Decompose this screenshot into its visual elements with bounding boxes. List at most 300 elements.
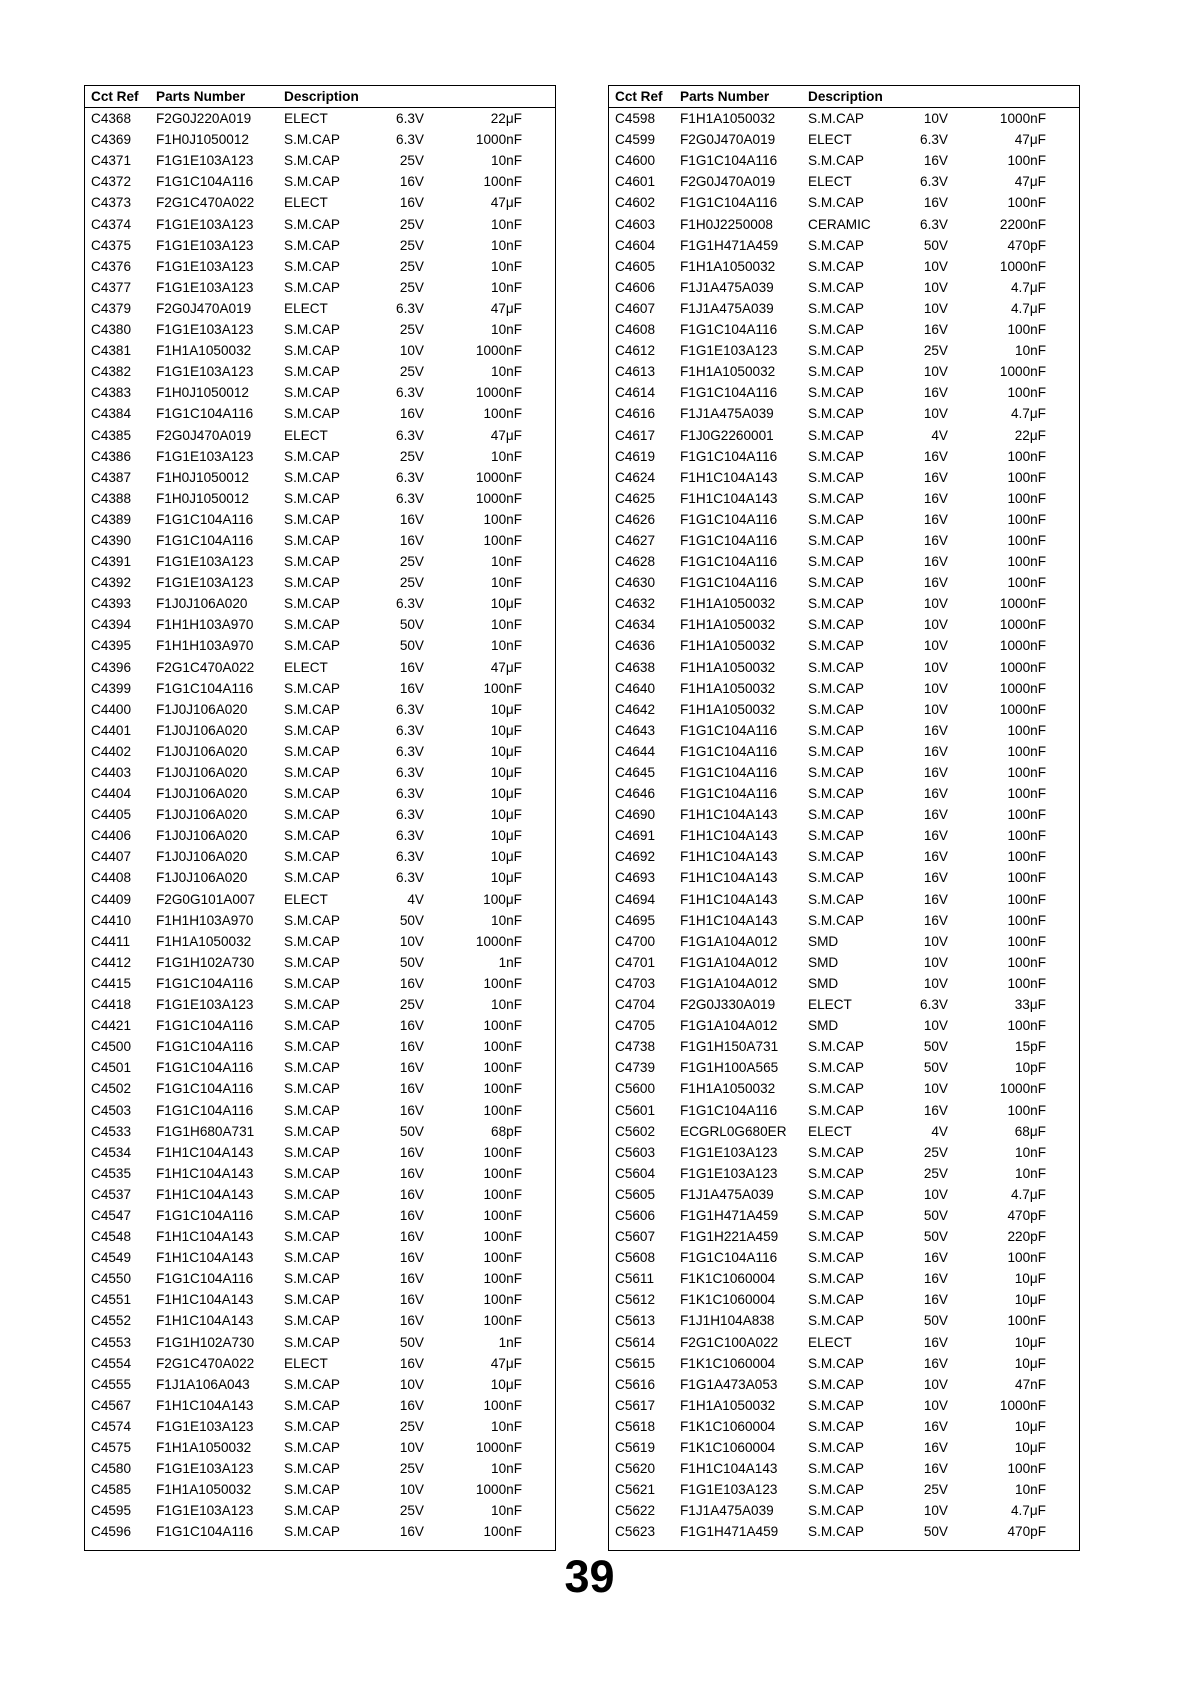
cell-voltage: 6.3V xyxy=(396,722,424,738)
cell-cct-ref: C4701 xyxy=(615,954,656,970)
table-row xyxy=(85,994,555,1015)
table-row xyxy=(609,1353,1079,1374)
cell-description: S.M.CAP xyxy=(284,343,340,359)
table-row xyxy=(609,256,1079,277)
cell-parts-number: F1H1H103A970 xyxy=(156,638,254,654)
cell-description: S.M.CAP xyxy=(808,532,864,548)
cell-parts-number: F1G1C104A116 xyxy=(156,680,254,696)
cell-cct-ref: C5603 xyxy=(615,1144,656,1160)
cell-description: S.M.CAP xyxy=(808,385,864,401)
cell-parts-number: F1H1A1050032 xyxy=(680,596,776,612)
cell-voltage: 6.3V xyxy=(396,111,424,127)
cell-value: 1000nF xyxy=(999,111,1046,127)
cell-cct-ref: C4632 xyxy=(615,596,656,612)
table-row xyxy=(85,1205,555,1226)
cell-voltage: 16V xyxy=(923,786,948,802)
cell-voltage: 16V xyxy=(923,322,948,338)
cell-description: S.M.CAP xyxy=(808,1207,864,1223)
cell-description: S.M.CAP xyxy=(284,1081,340,1097)
cell-description: S.M.CAP xyxy=(284,807,340,823)
cell-voltage: 16V xyxy=(399,1313,424,1329)
cell-value: 100nF xyxy=(483,1397,522,1413)
cell-parts-number: F1H1A1050032 xyxy=(680,680,776,696)
table-row xyxy=(85,551,555,572)
cell-description: S.M.CAP xyxy=(808,701,864,717)
cell-cct-ref: C4605 xyxy=(615,258,656,274)
cell-parts-number: F1H1C104A143 xyxy=(680,891,778,907)
cell-voltage: 16V xyxy=(923,1355,948,1371)
table-row xyxy=(85,446,555,467)
cell-cct-ref: C4392 xyxy=(91,575,132,591)
cell-voltage: 16V xyxy=(923,912,948,928)
cell-value: 100nF xyxy=(1007,322,1046,338)
cell-parts-number: F1G1H680A731 xyxy=(156,1123,255,1139)
cell-parts-number: F1G1C104A116 xyxy=(156,1039,254,1055)
cell-value: 100nF xyxy=(1007,849,1046,865)
table-row xyxy=(85,931,555,952)
cell-parts-number: F2G1C100A022 xyxy=(680,1334,779,1350)
cell-parts-number: F1G1C104A116 xyxy=(680,1250,778,1266)
cell-description: S.M.CAP xyxy=(284,617,340,633)
table-row xyxy=(85,1268,555,1289)
cell-cct-ref: C4613 xyxy=(615,364,656,380)
cell-cct-ref: C5614 xyxy=(615,1334,656,1350)
cell-value: 10nF xyxy=(491,448,522,464)
cell-cct-ref: C4694 xyxy=(615,891,656,907)
table-row xyxy=(609,1289,1079,1310)
cell-voltage: 10V xyxy=(923,364,948,380)
cell-value: 47μF xyxy=(1014,174,1046,190)
cell-cct-ref: C4608 xyxy=(615,322,656,338)
cell-voltage: 16V xyxy=(923,195,948,211)
table-row xyxy=(609,108,1079,129)
cell-parts-number: F1J0J106A020 xyxy=(156,722,248,738)
cell-value: 10nF xyxy=(1015,1165,1046,1181)
cell-value: 100nF xyxy=(1007,870,1046,886)
cell-description: ELECT xyxy=(284,659,328,675)
cell-description: S.M.CAP xyxy=(284,870,340,886)
cell-value: 1nF xyxy=(498,954,522,970)
cell-voltage: 50V xyxy=(399,638,424,654)
cell-description: SMD xyxy=(808,975,839,991)
table-row xyxy=(609,762,1079,783)
table-row xyxy=(609,150,1079,171)
cell-value: 10μF xyxy=(1014,1334,1046,1350)
table-row xyxy=(85,340,555,361)
cell-description: ELECT xyxy=(808,132,852,148)
cell-voltage: 16V xyxy=(399,1060,424,1076)
cell-voltage: 25V xyxy=(399,216,424,232)
cell-value: 100nF xyxy=(1007,722,1046,738)
cell-description: S.M.CAP xyxy=(284,975,340,991)
cell-parts-number: F1G1A104A012 xyxy=(680,933,778,949)
table-row xyxy=(85,867,555,888)
cell-value: 10nF xyxy=(491,216,522,232)
table-row xyxy=(609,171,1079,192)
cell-cct-ref: C4645 xyxy=(615,765,656,780)
table-row xyxy=(609,1163,1079,1184)
cell-cct-ref: C4738 xyxy=(615,1039,656,1055)
cell-parts-number: F1G1E103A123 xyxy=(156,1418,254,1434)
cell-value: 22μF xyxy=(1014,427,1046,443)
cell-voltage: 16V xyxy=(923,385,948,401)
cell-description: S.M.CAP xyxy=(808,406,864,422)
cell-cct-ref: C4407 xyxy=(91,849,132,865)
cell-parts-number: F1J0J106A020 xyxy=(156,743,248,759)
table-row xyxy=(609,509,1079,530)
cell-voltage: 16V xyxy=(399,174,424,190)
cell-cct-ref: C5616 xyxy=(615,1376,656,1392)
cell-description: SMD xyxy=(808,954,839,970)
cell-value: 100nF xyxy=(483,1060,522,1076)
cell-voltage: 16V xyxy=(923,1440,948,1455)
cell-cct-ref: C4705 xyxy=(615,1018,656,1034)
cell-parts-number: F1H1A1050032 xyxy=(156,933,252,949)
cell-voltage: 16V xyxy=(399,1102,424,1118)
cell-cct-ref: C4411 xyxy=(91,933,131,949)
cell-parts-number: F2G1C470A022 xyxy=(156,659,255,675)
table-row xyxy=(609,403,1079,424)
cell-value: 10μF xyxy=(490,596,522,612)
cell-cct-ref: C4399 xyxy=(91,680,132,696)
cell-value: 1000nF xyxy=(475,1482,522,1498)
cell-voltage: 50V xyxy=(399,1334,424,1350)
table-row xyxy=(85,614,555,635)
cell-voltage: 16V xyxy=(923,722,948,738)
cell-voltage: 16V xyxy=(923,1271,948,1287)
cell-parts-number: F2G0J330A019 xyxy=(680,997,776,1013)
table-row xyxy=(609,1036,1079,1057)
cell-description: S.M.CAP xyxy=(284,469,340,485)
cell-description: S.M.CAP xyxy=(808,1376,864,1392)
cell-voltage: 50V xyxy=(399,1123,424,1139)
cell-voltage: 16V xyxy=(923,849,948,865)
cell-value: 2200nF xyxy=(999,216,1046,232)
cell-description: ELECT xyxy=(284,300,328,316)
cell-cct-ref: C4617 xyxy=(615,427,656,443)
cell-value: 1000nF xyxy=(999,1081,1046,1097)
cell-description: S.M.CAP xyxy=(808,1144,864,1160)
cell-parts-number: F1G1E103A123 xyxy=(156,1461,254,1477)
cell-value: 47μF xyxy=(490,659,522,675)
cell-parts-number: F1G1E103A123 xyxy=(156,1503,254,1519)
table-row xyxy=(85,150,555,171)
cell-value: 4.7μF xyxy=(1010,406,1046,422)
cell-voltage: 6.3V xyxy=(396,849,424,865)
cell-parts-number: F1G1C104A116 xyxy=(680,195,778,211)
cell-voltage: 25V xyxy=(399,237,424,253)
table-row xyxy=(609,720,1079,741)
cell-description: S.M.CAP xyxy=(284,385,340,401)
cell-cct-ref: C4368 xyxy=(91,111,132,127)
cell-cct-ref: C4599 xyxy=(615,132,656,148)
cell-cct-ref: C4421 xyxy=(91,1018,132,1034)
cell-parts-number: F1H1C104A143 xyxy=(680,469,778,485)
cell-cct-ref: C4606 xyxy=(615,279,656,295)
cell-value: 100nF xyxy=(1007,1018,1046,1034)
table-row xyxy=(85,425,555,446)
table-row xyxy=(85,403,555,424)
cell-value: 68pF xyxy=(491,1123,522,1139)
cell-cct-ref: C4387 xyxy=(91,469,132,485)
table-row xyxy=(609,319,1079,340)
cell-description: S.M.CAP xyxy=(808,765,864,780)
cell-description: S.M.CAP xyxy=(808,596,864,612)
cell-description: ELECT xyxy=(284,1355,328,1371)
header-cct-ref: Cct Ref xyxy=(91,89,139,104)
cell-description: ELECT xyxy=(284,195,328,211)
cell-voltage: 10V xyxy=(923,954,948,970)
cell-parts-number: F1J0J106A020 xyxy=(156,828,248,844)
table-row xyxy=(609,530,1079,551)
cell-parts-number: F1H1C104A143 xyxy=(680,849,778,865)
table-row xyxy=(85,1521,555,1542)
cell-description: S.M.CAP xyxy=(284,1039,340,1055)
cell-value: 100nF xyxy=(1007,954,1046,970)
cell-parts-number: F1J1A475A039 xyxy=(680,1503,774,1519)
cell-cct-ref: C4634 xyxy=(615,617,656,633)
cell-cct-ref: C4550 xyxy=(91,1271,132,1287)
table-row xyxy=(609,1500,1079,1521)
table-row xyxy=(609,572,1079,593)
cell-description: S.M.CAP xyxy=(808,1313,864,1329)
table-row xyxy=(609,1395,1079,1416)
cell-value: 10nF xyxy=(491,638,522,654)
cell-value: 10nF xyxy=(491,1503,522,1519)
cell-value: 10pF xyxy=(1015,1060,1046,1076)
cell-description: S.M.CAP xyxy=(808,195,864,211)
cell-cct-ref: C4401 xyxy=(91,722,132,738)
cell-cct-ref: C5600 xyxy=(615,1081,656,1097)
cell-parts-number: F1K1C1060004 xyxy=(680,1440,776,1455)
cell-parts-number: F1H1A1050032 xyxy=(680,1397,776,1413)
cell-value: 10nF xyxy=(491,279,522,295)
cell-value: 1000nF xyxy=(999,258,1046,274)
cell-cct-ref: C4408 xyxy=(91,870,132,886)
cell-description: S.M.CAP xyxy=(284,532,340,548)
cell-voltage: 25V xyxy=(399,1418,424,1434)
cell-description: S.M.CAP xyxy=(284,364,340,380)
cell-cct-ref: C4552 xyxy=(91,1313,132,1329)
cell-description: ELECT xyxy=(808,997,852,1013)
table-row xyxy=(85,382,555,403)
cell-parts-number: F1G1A104A012 xyxy=(680,975,778,991)
cell-value: 1000nF xyxy=(475,490,522,506)
cell-value: 10nF xyxy=(1015,1144,1046,1160)
cell-description: S.M.CAP xyxy=(808,680,864,696)
cell-value: 10nF xyxy=(1015,343,1046,359)
cell-description: S.M.CAP xyxy=(808,849,864,865)
cell-voltage: 16V xyxy=(923,469,948,485)
cell-cct-ref: C4601 xyxy=(615,174,656,190)
cell-value: 100nF xyxy=(1007,765,1046,780)
cell-voltage: 50V xyxy=(399,954,424,970)
cell-voltage: 50V xyxy=(923,1524,948,1540)
cell-cct-ref: C5621 xyxy=(615,1482,656,1498)
table-row xyxy=(609,1310,1079,1331)
cell-description: S.M.CAP xyxy=(284,743,340,759)
cell-value: 10μF xyxy=(490,870,522,886)
cell-parts-number: F1G1E103A123 xyxy=(156,364,254,380)
cell-parts-number: F1H1C104A143 xyxy=(156,1229,254,1245)
cell-cct-ref: C4703 xyxy=(615,975,656,991)
cell-cct-ref: C4691 xyxy=(615,828,656,844)
table-row xyxy=(85,635,555,656)
cell-voltage: 10V xyxy=(923,701,948,717)
table-row xyxy=(85,1353,555,1374)
cell-cct-ref: C4600 xyxy=(615,153,656,169)
cell-value: 100nF xyxy=(1007,786,1046,802)
cell-value: 100nF xyxy=(1007,1250,1046,1266)
cell-voltage: 6.3V xyxy=(396,828,424,844)
cell-description: S.M.CAP xyxy=(284,153,340,169)
parts-table-left xyxy=(84,85,556,1551)
cell-parts-number: F1H1A1050032 xyxy=(680,659,776,675)
cell-description: S.M.CAP xyxy=(284,448,340,464)
cell-voltage: 6.3V xyxy=(920,997,948,1013)
cell-cct-ref: C4596 xyxy=(91,1524,132,1540)
table-row xyxy=(85,804,555,825)
cell-cct-ref: C4619 xyxy=(615,448,656,464)
table-row xyxy=(85,1015,555,1036)
cell-cct-ref: C4535 xyxy=(91,1165,132,1181)
cell-voltage: 10V xyxy=(923,659,948,675)
cell-description: S.M.CAP xyxy=(808,1039,864,1055)
table-row xyxy=(85,361,555,382)
cell-cct-ref: C5620 xyxy=(615,1461,656,1477)
cell-value: 10nF xyxy=(1015,1482,1046,1498)
cell-cct-ref: C4404 xyxy=(91,786,132,802)
cell-value: 10μF xyxy=(490,786,522,802)
table-row xyxy=(609,804,1079,825)
table-row xyxy=(85,171,555,192)
cell-value: 100nF xyxy=(1007,828,1046,844)
cell-description: S.M.CAP xyxy=(284,1250,340,1266)
cell-description: S.M.CAP xyxy=(284,279,340,295)
cell-description: S.M.CAP xyxy=(808,1250,864,1266)
table-row xyxy=(85,889,555,910)
cell-value: 10μF xyxy=(1014,1292,1046,1308)
cell-cct-ref: C4394 xyxy=(91,617,132,633)
cell-voltage: 16V xyxy=(399,1039,424,1055)
cell-cct-ref: C4553 xyxy=(91,1334,132,1350)
cell-voltage: 10V xyxy=(399,933,424,949)
table-row xyxy=(609,1142,1079,1163)
table-row xyxy=(609,1184,1079,1205)
table-row xyxy=(609,214,1079,235)
table-row xyxy=(609,614,1079,635)
cell-cct-ref: C4383 xyxy=(91,385,132,401)
cell-value: 100nF xyxy=(1007,1461,1046,1477)
cell-description: S.M.CAP xyxy=(808,1229,864,1245)
table-row xyxy=(85,910,555,931)
cell-value: 10μF xyxy=(490,743,522,759)
cell-cct-ref: C4379 xyxy=(91,300,132,316)
table-row xyxy=(609,382,1079,403)
cell-value: 100nF xyxy=(483,1207,522,1223)
cell-cct-ref: C4380 xyxy=(91,322,132,338)
cell-description: SMD xyxy=(808,1018,839,1034)
cell-voltage: 16V xyxy=(399,1524,424,1540)
cell-cct-ref: C4388 xyxy=(91,490,132,506)
cell-voltage: 10V xyxy=(923,617,948,633)
cell-parts-number: F1J0J106A020 xyxy=(156,765,248,780)
cell-value: 1000nF xyxy=(999,680,1046,696)
cell-description: S.M.CAP xyxy=(284,1397,340,1413)
cell-cct-ref: C4410 xyxy=(91,912,132,928)
cell-parts-number: F1H1A1050032 xyxy=(680,258,776,274)
table-row xyxy=(609,889,1079,910)
table-row xyxy=(85,973,555,994)
cell-value: 100nF xyxy=(1007,153,1046,169)
cell-voltage: 6.3V xyxy=(396,807,424,823)
cell-cct-ref: C4700 xyxy=(615,933,656,949)
cell-cct-ref: C4643 xyxy=(615,722,656,738)
cell-description: S.M.CAP xyxy=(284,1271,340,1287)
cell-value: 10nF xyxy=(491,1461,522,1477)
cell-parts-number: F1G1E103A123 xyxy=(156,448,254,464)
cell-voltage: 25V xyxy=(923,1144,948,1160)
cell-value: 10nF xyxy=(491,258,522,274)
cell-description: S.M.CAP xyxy=(808,1060,864,1076)
cell-value: 10nF xyxy=(491,322,522,338)
cell-voltage: 4V xyxy=(931,427,948,443)
cell-parts-number: F1G1C104A116 xyxy=(156,1060,254,1076)
cell-voltage: 16V xyxy=(399,1271,424,1287)
cell-value: 100nF xyxy=(483,1081,522,1097)
table-row xyxy=(609,1100,1079,1121)
cell-parts-number: F1G1H471A459 xyxy=(680,1524,779,1540)
cell-description: S.M.CAP xyxy=(808,111,864,127)
cell-value: 47μF xyxy=(1014,132,1046,148)
cell-value: 100nF xyxy=(483,680,522,696)
cell-parts-number: F1G1C104A116 xyxy=(680,385,778,401)
cell-cct-ref: C4385 xyxy=(91,427,132,443)
cell-value: 100nF xyxy=(483,1292,522,1308)
cell-voltage: 16V xyxy=(923,1461,948,1477)
cell-parts-number: F1G1A473A053 xyxy=(680,1376,778,1392)
cell-value: 100nF xyxy=(483,1102,522,1118)
cell-value: 1000nF xyxy=(999,364,1046,380)
cell-parts-number: F1G1E103A123 xyxy=(680,1165,778,1181)
table-row xyxy=(85,572,555,593)
cell-cct-ref: C4500 xyxy=(91,1039,132,1055)
cell-parts-number: F1G1E103A123 xyxy=(680,1144,778,1160)
cell-value: 100nF xyxy=(1007,511,1046,527)
cell-description: S.M.CAP xyxy=(284,1165,340,1181)
cell-value: 470pF xyxy=(1007,237,1046,253)
cell-value: 10nF xyxy=(491,364,522,380)
cell-description: S.M.CAP xyxy=(284,1461,340,1477)
cell-cct-ref: C4393 xyxy=(91,596,132,612)
cell-voltage: 10V xyxy=(399,1440,424,1455)
table-row xyxy=(609,277,1079,298)
cell-parts-number: F2G0J470A019 xyxy=(680,174,776,190)
table-row xyxy=(85,235,555,256)
cell-voltage: 10V xyxy=(923,975,948,991)
cell-parts-number: F1G1A104A012 xyxy=(680,1018,778,1034)
cell-value: 100nF xyxy=(1007,490,1046,506)
cell-cct-ref: C4554 xyxy=(91,1355,132,1371)
cell-voltage: 16V xyxy=(923,891,948,907)
table-row xyxy=(609,1205,1079,1226)
cell-voltage: 6.3V xyxy=(396,786,424,802)
cell-description: S.M.CAP xyxy=(284,258,340,274)
cell-parts-number: F1J0J106A020 xyxy=(156,786,248,802)
cell-value: 4.7μF xyxy=(1010,1503,1046,1519)
cell-parts-number: F1G1C104A116 xyxy=(680,786,778,802)
cell-value: 100nF xyxy=(483,406,522,422)
